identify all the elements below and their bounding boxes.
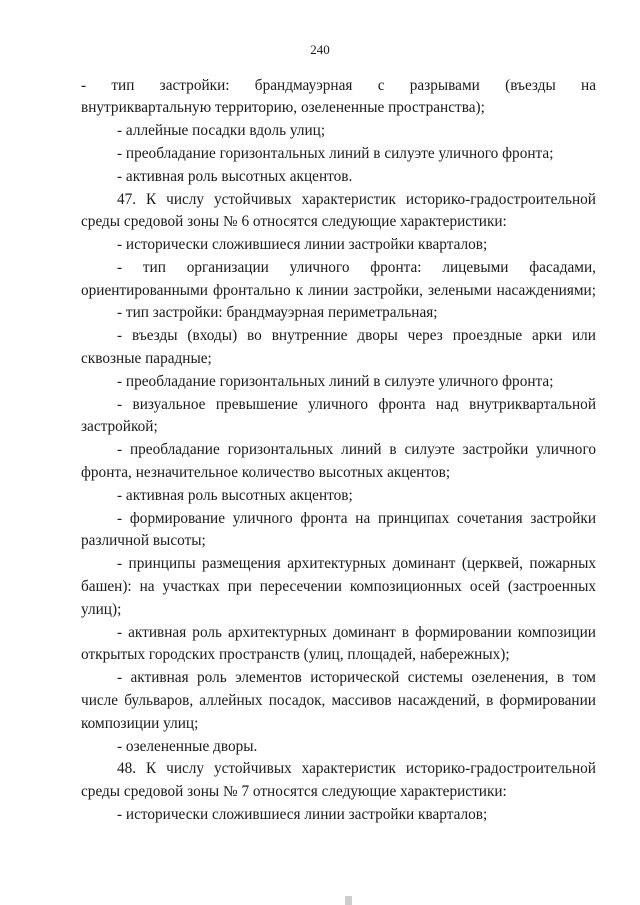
page-number: 240: [310, 42, 330, 57]
text-line: - озелененные дворы.: [117, 738, 258, 755]
text-line: - въезды (входы) во внутренние дворы через проездные арки или: [117, 327, 596, 344]
text-line: - исторически сложившиеся линии застройки кварталов;: [117, 236, 488, 253]
text-line: открытых городских пространств (улиц, площадей, набережных);: [81, 646, 510, 663]
section-47-heading: 47. К числу устойчивых характеристик историко-градостроительной: [117, 191, 596, 208]
text-line: - исторически сложившиеся линии застройки кварталов;: [117, 806, 488, 823]
text-line: башен): на участках при пересечении композиционных осей (застроенных: [81, 578, 596, 595]
text-line: - принципы размещения архитектурных доминант (церквей, пожарных: [117, 555, 596, 572]
text-line: - активная роль архитектурных доминант в формировании композиции: [117, 624, 596, 641]
text-line: застройкой;: [81, 418, 158, 435]
text-line: - тип организации уличного фронта: лицевыми фасадами,: [117, 259, 596, 276]
text-line: - преобладание горизонтальных линий в силуэте уличного фронта;: [117, 373, 554, 390]
text-line: различной высоты;: [81, 532, 206, 549]
text-line: - формирование уличного фронта на принципах сочетания застройки: [117, 510, 596, 527]
section-48-heading: 48. К числу устойчивых характеристик историко-градостроительной: [117, 760, 596, 777]
text-line: фронта, незначительное количество высотных акцентов;: [81, 464, 451, 481]
text-line: композиции улиц;: [81, 715, 199, 732]
text-line: числе бульваров, аллейных посадок, массивов насаждений, в формировании: [81, 692, 596, 709]
text-line: - активная роль высотных акцентов.: [117, 168, 353, 185]
text-line: ориентированными фронтально к линии застройки, зелеными насаждениями;: [81, 282, 596, 299]
text-line: - активная роль элементов исторической системы озеленения, в том: [117, 669, 596, 686]
scan-artifact: [345, 896, 352, 905]
text-line: улиц);: [81, 601, 122, 618]
text-line: - аллейные посадки вдоль улиц;: [117, 122, 326, 139]
text-line: сквозные парадные;: [81, 350, 212, 367]
text-line: - преобладание горизонтальных линий в силуэте уличного фронта;: [117, 145, 554, 162]
text-line: среды средовой зоны № 7 относятся следующие характеристики:: [81, 783, 507, 800]
text-line: внутриквартальную территорию, озелененные пространства);: [81, 99, 485, 116]
text-line: среды средовой зоны № 6 относятся следующие характеристики:: [81, 213, 507, 230]
text-line: - активная роль высотных акцентов;: [117, 487, 353, 504]
text-line: - тип застройки: брандмауэрная с разрывами (въезды на: [81, 77, 596, 94]
text-line: - визуальное превышение уличного фронта над внутриквартальной: [117, 396, 596, 413]
text-line: - тип застройки: брандмауэрная периметральная;: [117, 304, 438, 321]
text-line: - преобладание горизонтальных линий в силуэте застройки уличного: [117, 441, 596, 458]
